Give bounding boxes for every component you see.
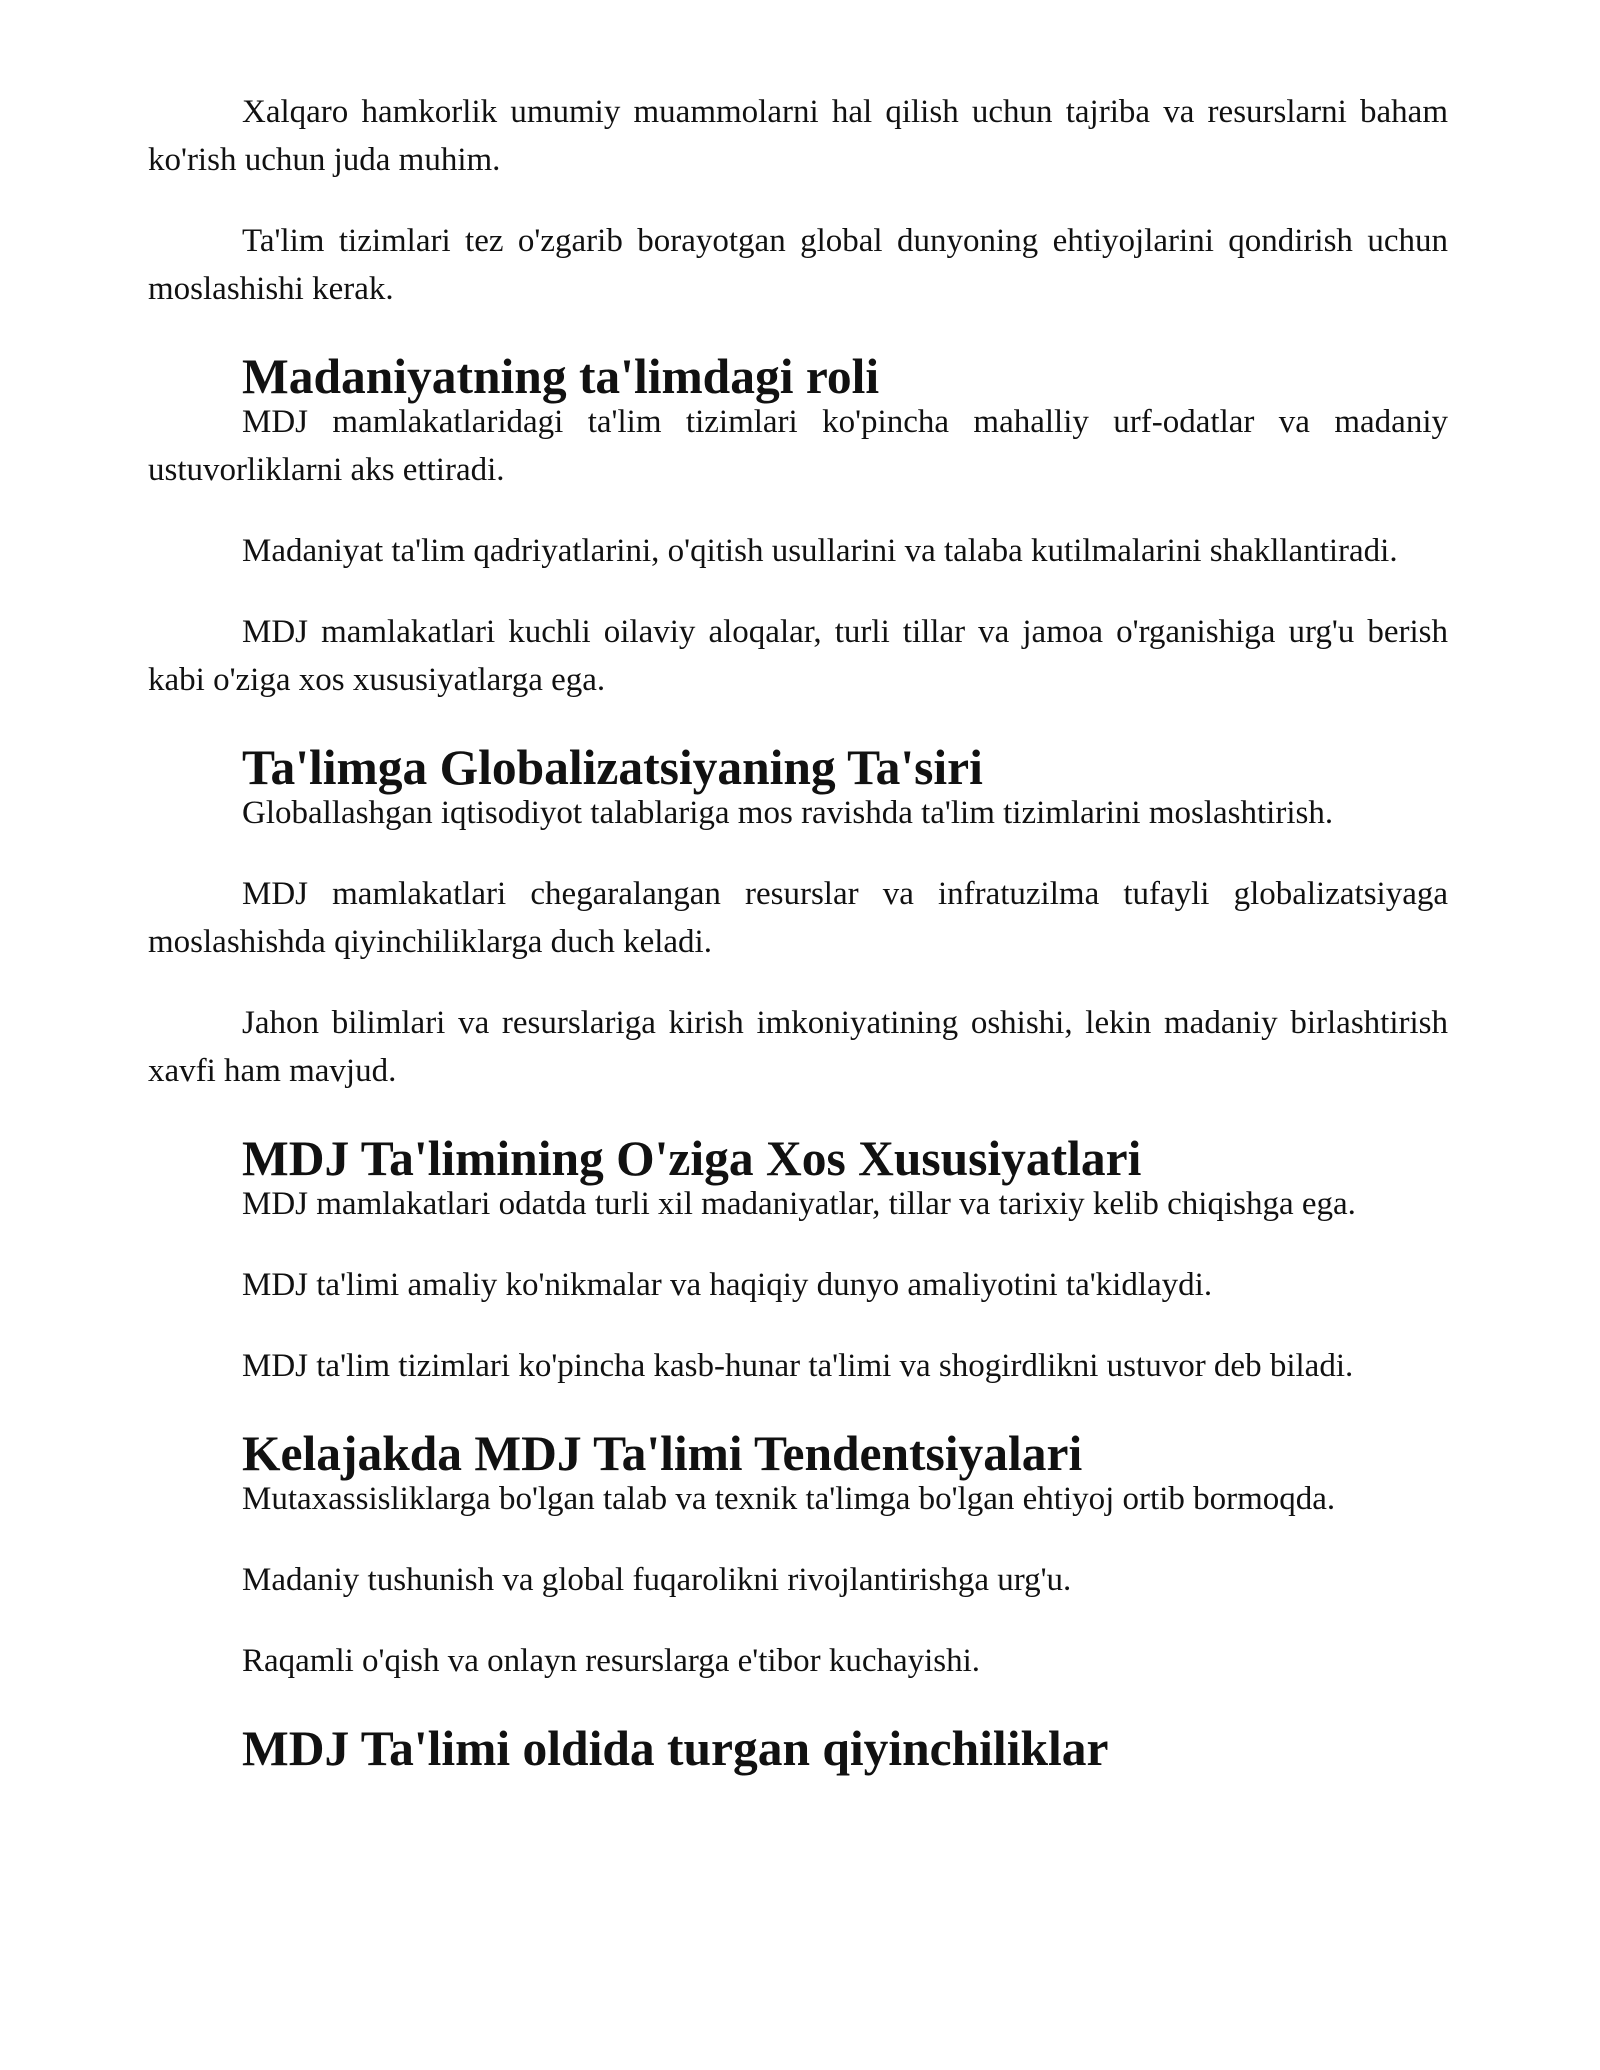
paragraph: Globallashgan iqtisodiyot talablariga mos ravishda ta'lim tizimlarini moslashtirish. <box>242 795 1334 831</box>
paragraph: MDJ mamlakatlaridagi ta'lim tizimlari ko'pincha mahalliy urf-odatlar va madaniy ustuvorliklarni aks ettiradi. <box>148 404 1448 488</box>
paragraph: MDJ mamlakatlari chegaralangan resurslar va infratuzilma tufayli globalizatsiyaga moslashishda qiyinchiliklarga duch keladi. <box>148 876 1448 960</box>
paragraph: Jahon bilimlari va resurslariga kirish imkoniyatining oshishi, lekin madaniy birlashtirish xavfi ham mavjud. <box>148 1005 1448 1089</box>
section-heading: MDJ Ta'limining O'ziga Xos Xususiyatlari <box>242 1131 1142 1186</box>
paragraph: Madaniy tushunish va global fuqarolikni rivojlantirishga urg'u. <box>242 1562 1072 1598</box>
section-heading: Madaniyatning ta'limdagi roli <box>242 349 880 404</box>
section-heading: MDJ Ta'limi oldida turgan qiyinchiliklar <box>242 1721 1109 1776</box>
paragraph: MDJ ta'limi amaliy ko'nikmalar va haqiqiy dunyo amaliyotini ta'kidlaydi. <box>242 1267 1213 1303</box>
section-heading: Ta'limga Globalizatsiyaning Ta'siri <box>242 740 983 795</box>
paragraph: Raqamli o'qish va onlayn resurslarga e'tibor kuchayishi. <box>242 1643 981 1679</box>
paragraph: MDJ mamlakatlari odatda turli xil madaniyatlar, tillar va tarixiy kelib chiqishga ega. <box>242 1186 1356 1222</box>
paragraph: MDJ ta'lim tizimlari ko'pincha kasb-hunar ta'limi va shogirdlikni ustuvor deb biladi. <box>242 1348 1354 1384</box>
paragraph: Mutaxassisliklarga bo'lgan talab va texnik ta'limga bo'lgan ehtiyoj ortib bormoqda. <box>242 1481 1336 1517</box>
document-page <box>148 88 1448 1776</box>
paragraph: MDJ mamlakatlari kuchli oilaviy aloqalar, turli tillar va jamoa o'rganishiga urg'u berish kabi o'ziga xos xususiyatlarga ega. <box>148 614 1448 698</box>
paragraph: Madaniyat ta'lim qadriyatlarini, o'qitish usullarini va talaba kutilmalarini shakllantiradi. <box>242 533 1398 569</box>
section-heading: Kelajakda MDJ Ta'limi Tendentsiyalari <box>242 1426 1083 1481</box>
paragraph: Xalqaro hamkorlik umumiy muammolarni hal qilish uchun tajriba va resurslarni baham ko'rish uchun juda muhim. <box>148 94 1448 178</box>
paragraph: Ta'lim tizimlari tez o'zgarib borayotgan global dunyoning ehtiyojlarini qondirish uchun moslashishi kerak. <box>148 223 1448 307</box>
